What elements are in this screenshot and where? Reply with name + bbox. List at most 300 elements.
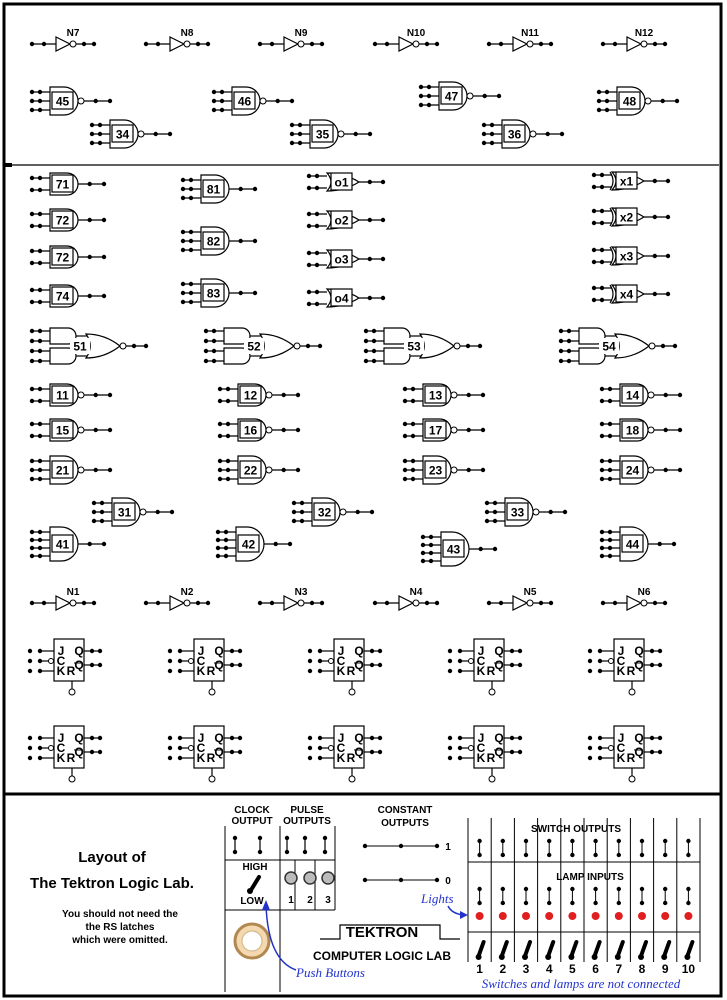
terminal: [230, 736, 234, 740]
lamp: [522, 912, 530, 920]
terminal: [481, 393, 485, 397]
terminal: [549, 510, 553, 514]
terminal: [102, 255, 106, 259]
terminal: [501, 887, 505, 891]
jk-flipflop: [588, 639, 662, 695]
terminal: [368, 257, 372, 261]
nand3-gate: [600, 456, 682, 484]
toggle-switch[interactable]: [502, 942, 507, 956]
terminal: [368, 218, 372, 222]
terminal: [238, 750, 242, 754]
terminal: [467, 428, 471, 432]
nand3-gate: [212, 87, 294, 115]
terminal: [102, 218, 106, 222]
terminal: [356, 510, 360, 514]
terminal: [239, 187, 243, 191]
terminal: [296, 393, 300, 397]
note-line1: You should not need the: [62, 909, 178, 920]
terminal: [546, 132, 550, 136]
terminal: [448, 659, 452, 663]
gate-label-box: [622, 386, 643, 403]
terminal: [285, 836, 289, 840]
terminal: [378, 736, 382, 740]
terminal: [435, 844, 439, 848]
gate-body: [284, 596, 298, 610]
nand2-gate: [30, 384, 112, 406]
clock-bubble: [49, 659, 54, 664]
nand2-gate: [403, 384, 485, 406]
terminal: [653, 601, 657, 605]
terminal: [477, 853, 481, 857]
terminal: [658, 542, 662, 546]
terminal: [593, 853, 597, 857]
reset-terminal: [349, 776, 355, 782]
ff-qbar-label: Q: [354, 658, 364, 672]
terminal: [640, 853, 644, 857]
terminal: [664, 393, 668, 397]
gate-label-box: [203, 180, 224, 197]
inverter: [258, 587, 324, 610]
xor-gate: [592, 247, 670, 265]
terminal: [425, 42, 429, 46]
ff-c-label: C: [476, 741, 486, 755]
nand3-gate: [30, 456, 112, 484]
nand2-gate: [600, 384, 682, 406]
or-gate: [307, 289, 385, 307]
and3-gate: [181, 175, 257, 203]
toggle-knob: [568, 954, 574, 960]
inverter-label: N6: [637, 587, 651, 598]
jk-flipflop: [308, 639, 382, 695]
terminal: [435, 42, 439, 46]
ff-j-label: J: [617, 731, 625, 745]
terminal: [90, 750, 94, 754]
terminal: [230, 663, 234, 667]
brand-name: TEKTRON: [345, 924, 419, 941]
terminal: [370, 736, 374, 740]
gate-label-box: [616, 208, 637, 225]
ff-qbar-label: Q: [214, 658, 224, 672]
lamp: [476, 912, 484, 920]
terminal: [658, 649, 662, 653]
invert-bubble: [649, 343, 655, 349]
terminal: [363, 878, 367, 882]
terminal: [378, 663, 382, 667]
terminal: [168, 746, 172, 750]
note-line3: which were omitted.: [72, 935, 168, 946]
ff-j-label: J: [197, 731, 205, 745]
terminal: [539, 42, 543, 46]
nand2-gate: [218, 384, 300, 406]
title-line2: The Tektron Logic Lab.: [30, 875, 194, 892]
terminal: [663, 901, 667, 905]
invert-bubble: [413, 600, 419, 606]
terminal: [233, 850, 237, 854]
terminal: [518, 649, 522, 653]
gate-label-box: [616, 172, 637, 189]
invert-bubble: [294, 343, 300, 349]
pulse-number: 3: [325, 895, 331, 906]
gate-label-box: [507, 503, 528, 520]
clock-bubble: [329, 659, 334, 664]
terminal: [481, 468, 485, 472]
terminal: [92, 42, 96, 46]
switch-number: 4: [545, 962, 553, 976]
gate-body: [399, 596, 413, 610]
terminal: [28, 649, 32, 653]
gate-label-box: [616, 285, 637, 302]
gate-label-box: [52, 175, 73, 192]
terminal: [310, 42, 314, 46]
inverter: [373, 587, 439, 610]
terminal: [663, 839, 667, 843]
terminal: [664, 468, 668, 472]
switch-number: 7: [615, 962, 623, 976]
gate-body: [627, 596, 641, 610]
lamp: [592, 912, 600, 920]
terminal: [354, 132, 358, 136]
ff-c-label: C: [196, 741, 206, 755]
toggle-switch[interactable]: [479, 942, 484, 956]
gate-label-box: [622, 461, 643, 478]
terminal: [653, 42, 657, 46]
terminal: [253, 291, 257, 295]
terminal: [686, 901, 690, 905]
gate-label-box: [203, 232, 224, 249]
note-line2: the RS latches: [85, 922, 155, 933]
reset-terminal: [209, 689, 215, 695]
invert-bubble: [451, 427, 457, 433]
terminal: [239, 291, 243, 295]
ff-k-label: K: [476, 664, 486, 678]
ff-qbar-label: Q: [494, 745, 504, 759]
terminal: [678, 393, 682, 397]
ff-c-label: C: [616, 741, 626, 755]
gate-body: [86, 334, 120, 358]
switches-note: Switches and lamps are not connected: [481, 976, 681, 991]
terminal: [686, 839, 690, 843]
terminal: [378, 750, 382, 754]
reset-terminal: [69, 689, 75, 695]
terminal: [653, 292, 657, 296]
invert-bubble: [527, 41, 533, 47]
and2-gate: [30, 285, 106, 307]
terminal: [640, 887, 644, 891]
gate-label-box: [616, 247, 637, 264]
inverter: [373, 28, 439, 51]
terminal: [288, 542, 292, 546]
ff-qbar-label: Q: [74, 745, 84, 759]
gate-number: o4: [334, 291, 349, 306]
nand3-gate: [30, 87, 112, 115]
terminal: [102, 182, 106, 186]
terminal: [518, 736, 522, 740]
terminal: [663, 42, 667, 46]
gate-number: 72: [55, 213, 70, 228]
terminal: [206, 42, 210, 46]
gate-number: x1: [619, 174, 634, 189]
terminal: [547, 887, 551, 891]
terminal: [28, 756, 32, 760]
terminal: [524, 853, 528, 857]
gate-number: 18: [625, 423, 640, 438]
inverter-label: N2: [180, 587, 194, 598]
terminal: [448, 669, 452, 673]
terminal: [168, 132, 172, 136]
terminal: [370, 510, 374, 514]
nand3-gate: [90, 120, 172, 148]
ff-j-label: J: [197, 644, 205, 658]
gate-label-box: [441, 87, 462, 104]
terminal: [378, 649, 382, 653]
terminal: [370, 663, 374, 667]
invert-bubble: [645, 98, 651, 104]
lamp-inputs-label: LAMP INPUTS: [556, 872, 624, 883]
gate-label-box: [425, 461, 446, 478]
terminal: [90, 649, 94, 653]
ff-k-label: K: [616, 664, 626, 678]
terminal: [306, 344, 310, 348]
gate-number: 71: [55, 177, 70, 192]
gate-number: 42: [241, 537, 256, 552]
terminal: [88, 182, 92, 186]
terminal: [547, 901, 551, 905]
gate-layer: [28, 28, 682, 782]
nand3-gate: [597, 87, 679, 115]
terminal: [258, 850, 262, 854]
switch-number: 10: [681, 962, 696, 976]
terminal: [617, 839, 621, 843]
clock-bubble: [329, 746, 334, 751]
terminal: [664, 428, 668, 432]
switch-number: 3: [522, 962, 530, 976]
toggle-switch[interactable]: [595, 942, 600, 956]
gate-number: 48: [622, 94, 637, 109]
gate-number: 24: [625, 463, 640, 478]
lamp: [661, 912, 669, 920]
terminal: [296, 428, 300, 432]
gate-number: 46: [237, 94, 252, 109]
ff-c-label: C: [336, 654, 346, 668]
terminal: [617, 853, 621, 857]
xor-gate: [592, 285, 670, 303]
pulse-number: 2: [307, 895, 313, 906]
lamp: [568, 912, 576, 920]
brand-subtitle: COMPUTER LOGIC LAB: [313, 949, 451, 963]
terminal: [570, 839, 574, 843]
clock-bubble: [189, 746, 194, 751]
gate-label-box: [52, 211, 73, 228]
push-button-arrow: [266, 905, 296, 970]
pulse-button[interactable]: [304, 872, 316, 884]
ff-q-label: Q: [214, 731, 224, 745]
terminal: [94, 468, 98, 472]
inverter: [487, 587, 553, 610]
ff-r-label: R: [346, 751, 356, 765]
ff-r-label: R: [206, 751, 216, 765]
terminal: [435, 878, 439, 882]
terminal: [381, 218, 385, 222]
terminal: [233, 836, 237, 840]
reset-terminal: [69, 776, 75, 782]
toggle-knob: [522, 954, 528, 960]
terminal: [323, 836, 327, 840]
terminal: [82, 42, 86, 46]
gate-number: 12: [243, 388, 258, 403]
gate-number: x2: [619, 210, 634, 225]
gate-label-box: [234, 92, 255, 109]
terminal: [663, 853, 667, 857]
gate-label-box: [622, 535, 643, 552]
inverter: [258, 28, 324, 51]
toggle-switch[interactable]: [525, 942, 530, 956]
reset-terminal: [489, 776, 495, 782]
ff-c-label: C: [616, 654, 626, 668]
pulse-number: 1: [288, 895, 294, 906]
and4-gate: [30, 527, 106, 561]
terminal: [238, 736, 242, 740]
toggle-switch[interactable]: [687, 942, 692, 956]
gate-label-box: [114, 503, 135, 520]
and2-gate: [30, 173, 106, 195]
invert-bubble: [120, 343, 126, 349]
inverter-label: N3: [294, 587, 308, 598]
terminal: [666, 254, 670, 258]
terminal: [88, 255, 92, 259]
gate-number: 81: [206, 182, 221, 197]
gate-label-box: [52, 248, 73, 265]
title-line1: Layout of: [78, 849, 146, 866]
gate-label-box: [52, 461, 73, 478]
reset-terminal: [349, 689, 355, 695]
terminal: [570, 853, 574, 857]
ff-qbar-label: Q: [354, 745, 364, 759]
constant-label: CONSTANT: [377, 805, 433, 816]
clock-bubble: [469, 659, 474, 664]
terminal: [102, 294, 106, 298]
ff-qbar-label: Q: [494, 658, 504, 672]
inverter-label: N12: [634, 28, 654, 39]
gate-label-box: [52, 92, 73, 109]
terminal: [282, 428, 286, 432]
toggle-switch[interactable]: [548, 942, 553, 956]
terminal: [524, 901, 528, 905]
toggle-switch[interactable]: [664, 942, 669, 956]
terminal: [90, 736, 94, 740]
terminal: [92, 601, 96, 605]
terminal: [94, 99, 98, 103]
gate-number: 23: [428, 463, 443, 478]
gate-number: 16: [243, 423, 258, 438]
invert-bubble: [530, 131, 536, 137]
inverter: [30, 28, 96, 51]
and-or-invert-gate: [364, 328, 482, 364]
toggle-switch[interactable]: [571, 942, 576, 956]
invert-bubble: [260, 98, 266, 104]
invert-bubble: [298, 600, 304, 606]
and4-gate: [421, 532, 497, 566]
ff-k-label: K: [476, 751, 486, 765]
terminal: [303, 850, 307, 854]
nand2-gate: [403, 419, 485, 441]
ff-q-label: Q: [354, 731, 364, 745]
terminal: [588, 649, 592, 653]
terminal: [666, 179, 670, 183]
ff-qbar-label: Q: [214, 745, 224, 759]
ff-j-label: J: [477, 731, 485, 745]
gate-label-box: [52, 421, 73, 438]
gate-label-box: [331, 173, 352, 190]
ff-k-label: K: [616, 751, 626, 765]
invert-bubble: [338, 131, 344, 137]
lamp: [499, 912, 507, 920]
pulse-button[interactable]: [285, 872, 297, 884]
terminal: [310, 601, 314, 605]
terminal: [466, 344, 470, 348]
gate-number: 51: [73, 339, 87, 354]
gate-body: [615, 334, 649, 358]
gate-body: [170, 37, 184, 51]
jk-flipflop: [588, 726, 662, 782]
clock-bubble: [49, 746, 54, 751]
invert-bubble: [641, 41, 647, 47]
terminal: [98, 736, 102, 740]
gate-body: [399, 37, 413, 51]
ff-q-label: Q: [354, 644, 364, 658]
gate-number: 33: [510, 505, 525, 520]
gate-number: 52: [247, 339, 261, 354]
terminal: [290, 99, 294, 103]
inverter-label: N11: [521, 28, 539, 39]
terminal: [658, 736, 662, 740]
gate-label-box: [112, 125, 133, 142]
pulse-button[interactable]: [322, 872, 334, 884]
terminal: [524, 887, 528, 891]
clock-bubble: [609, 659, 614, 664]
ff-q-label: Q: [214, 644, 224, 658]
push-buttons-annotation: Push Buttons: [296, 965, 365, 980]
terminal: [673, 344, 677, 348]
nand3-gate: [92, 498, 174, 526]
terminal: [368, 180, 372, 184]
ff-r-label: R: [486, 751, 496, 765]
terminal: [88, 218, 92, 222]
gate-label-box: [425, 421, 446, 438]
terminal: [303, 836, 307, 840]
toggle-knob: [661, 954, 667, 960]
inverter: [601, 587, 667, 610]
terminal: [363, 844, 367, 848]
invert-bubble: [78, 392, 84, 398]
toggle-switch[interactable]: [618, 942, 623, 956]
toggle-switch[interactable]: [641, 942, 646, 956]
gate-label-box: [240, 421, 261, 438]
terminal: [663, 887, 667, 891]
terminal: [588, 756, 592, 760]
and3-gate: [181, 279, 257, 307]
ff-r-label: R: [66, 664, 76, 678]
gate-number: 44: [625, 537, 640, 552]
terminal: [501, 839, 505, 843]
terminal: [274, 542, 278, 546]
gate-body: [260, 334, 294, 358]
terminal: [108, 393, 112, 397]
nand3-gate: [290, 120, 372, 148]
terminal: [399, 844, 403, 848]
lights-annotation: Lights: [421, 891, 454, 906]
gate-number: x3: [619, 249, 634, 264]
terminal: [483, 94, 487, 98]
